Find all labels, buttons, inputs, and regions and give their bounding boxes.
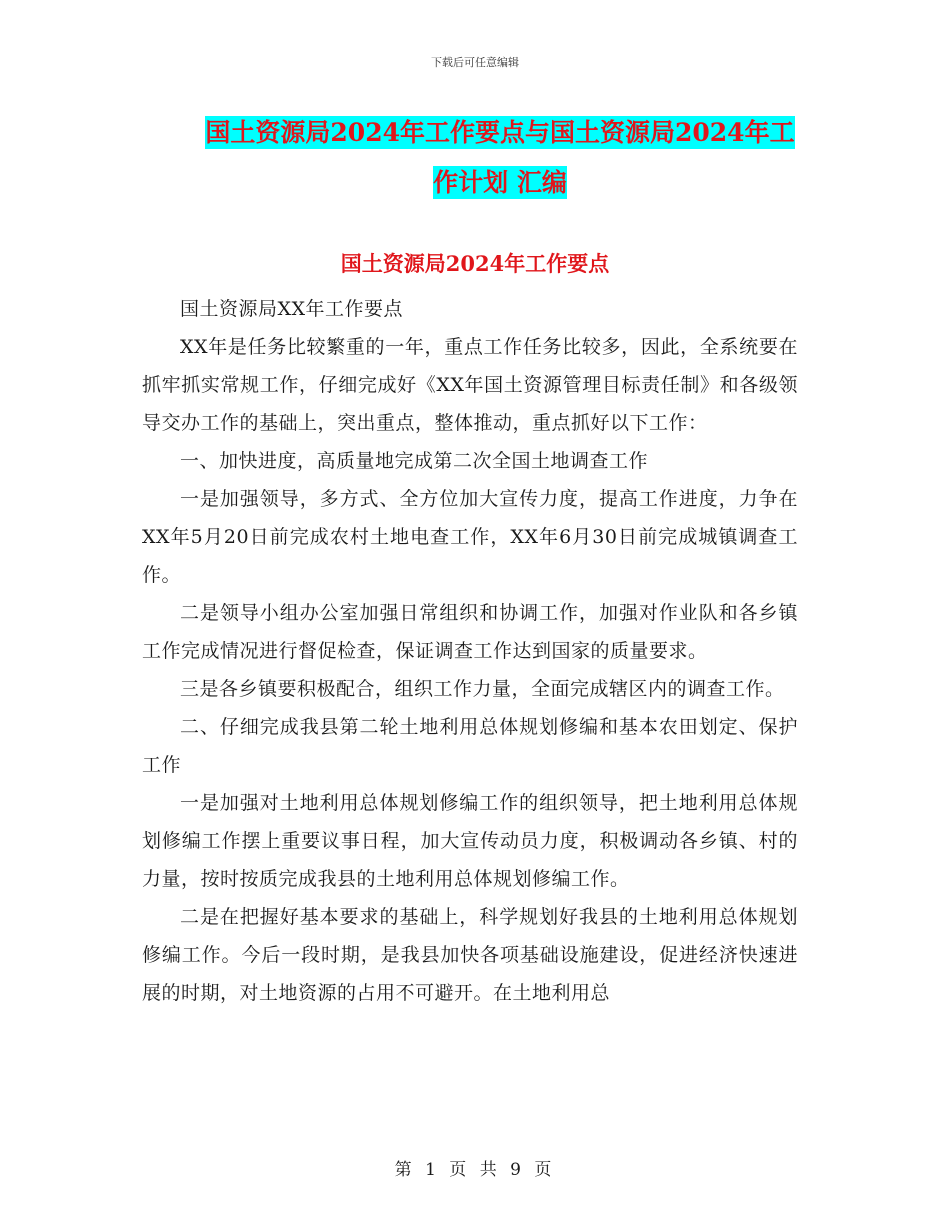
page-footer: 第 1 页 共 9 页 [394,1160,556,1180]
section-title: 国土资源局2024年工作要点 [340,251,610,276]
paragraph: 一是加强领导，多方式、全方位加大宣传力度，提高工作进度，力争在XX年5月20日前完成农村土地电查工作，XX年6月30日前完成城镇调查工作。 [142,488,798,586]
paragraph: 三是各乡镇要积极配合，组织工作力量，全面完成辖区内的调查工作。 [180,678,785,700]
title-line-2: 作计划 汇编 [433,168,567,197]
title-line-1: 国土资源局2024年工作要点与国土资源局2024年工 [205,118,795,147]
document-body [142,290,798,1012]
header-note: 下载后可任意编辑 [431,56,519,69]
document-title [150,108,850,208]
paragraph: XX年是任务比较繁重的一年，重点工作任务比较多，因此，全系统要在抓牢抓实常规工作，仔细完成好《XX年国土资源管理目标责任制》和各级领导交办工作的基础上，突出重点，整体推动，重点抓好以下工作： [142,336,798,434]
paragraph: 一是加强对土地利用总体规划修编工作的组织领导，把土地利用总体规划修编工作摆上重要议事日程，加大宣传动员力度，积极调动各乡镇、村的力量，按时按质完成我县的土地利用总体规划修编工作。 [142,792,798,890]
paragraph: 二是在把握好基本要求的基础上，科学规划好我县的土地利用总体规划修编工作。今后一段时期，是我县加快各项基础设施建设，促进经济快速进展的时期，对土地资源的占用不可避开。在土地利用总 [142,906,798,1004]
paragraph-heading: 一、加快进度，高质量地完成第二次全国土地调查工作 [180,450,649,472]
paragraph: 国土资源局XX年工作要点 [180,298,404,320]
paragraph-heading: 二、仔细完成我县第二轮土地利用总体规划修编和基本农田划定、保护工作 [142,716,798,776]
paragraph: 二是领导小组办公室加强日常组织和协调工作，加强对作业队和各乡镇工作完成情况进行督促检查，保证调查工作达到国家的质量要求。 [142,602,798,662]
